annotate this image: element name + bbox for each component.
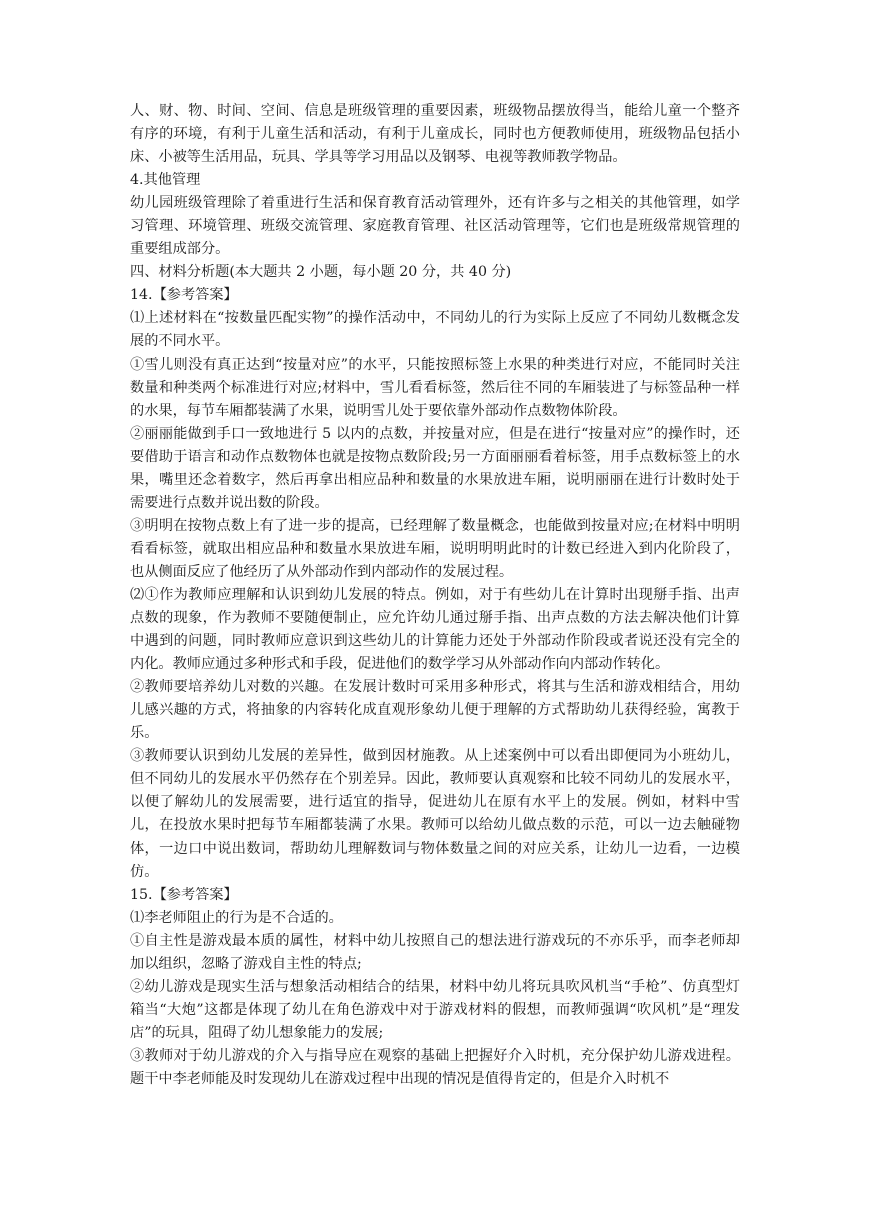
paragraph-15-point2: ②幼儿游戏是现实生活与想象活动相结合的结果，材料中幼儿将玩具吹风机当“手枪”、仿真型灯箱当“大炮”这都是体现了幼儿在角色游戏中对于游戏材料的假想，而教师强调“吹风机”是“理发店”的玩具，阻碍了幼儿想象能力的发展; [130,978,740,1041]
answer-heading-15: 15.【参考答案】 [130,886,238,903]
paragraph-other-management: 幼儿园班级管理除了着重进行生活和保育教育活动管理外，还有许多与之相关的其他管理，如学习管理、环境管理、班级交流管理、家庭教育管理、社区活动管理等，它们也是班级常规管理的重要组成部分。 [130,195,740,258]
paragraph-14-part2-point2: ②教师要培养幼儿对数的兴趣。在发展计数时可采用多种形式，将其与生活和游戏相结合，用幼儿感兴趣的方式，将抽象的内容转化成直观形象幼儿便于理解的方式帮助幼儿获得经验，寓教于乐。 [130,679,740,742]
paragraph-14-xueer: ①雪儿则没有真正达到“按量对应”的水平，只能按照标签上水果的种类进行对应，不能同时关注数量和种类两个标准进行对应;材料中，雪儿看看标签，然后往不同的车厢装进了与标签品种一样的水果，每节车厢都装满了水果，说明雪儿处于要依靠外部动作点数物体阶段。 [130,356,740,419]
paragraph-14-part2-point1: ⑵①作为教师应理解和认识到幼儿发展的特点。例如，对于有些幼儿在计算时出现掰手指、出声点数的现象，作为教师不要随便制止，应允许幼儿通过掰手指、出声点数的方法去解决他们计算中遇到的问题，同时教师应意识到这些幼儿的计算能力还处于外部动作阶段或者说还没有完全的内化。教师应通过多种形式和手段，促进他们的数学学习从外部动作向内部动作转化。 [130,586,740,673]
section-heading-material-analysis: 四、材料分析题(本大题共 2 小题，每小题 20 分，共 40 分) [130,264,512,281]
paragraph-15-point1: ①自主性是游戏最本质的属性，材料中幼儿按照自己的想法进行游戏玩的不亦乐乎，而李老师却加以组织，忽略了游戏自主性的特点; [130,932,740,972]
answer-heading-14: 14.【参考答案】 [130,287,238,304]
paragraph-14-part1-intro: ⑴上述材料在“按数量匹配实物”的操作活动中，不同幼儿的行为实际上反应了不同幼儿数概念发展的不同水平。 [130,310,740,350]
paragraph-14-lili: ②丽丽能做到手口一致地进行 5 以内的点数，并按量对应，但是在进行“按量对应”的操作时，还要借助于语言和动作点数物体也就是按物点数阶段;另一方面丽丽看着标签，用手点数标签上的水果，嘴里还念着数字，然后再拿出相应品种和数量的水果放进车厢，说明丽丽在进行计数时处于需要进行点数并说出数的阶段。 [130,425,740,511]
paragraph-intro-resources: 人、财、物、时间、空间、信息是班级管理的重要因素，班级物品摆放得当，能给儿童一个整齐有序的环境，有利于儿童生活和活动，有利于儿童成长，同时也方便教师使用，班级物品包括小床、小被等生活用品，玩具、学具等学习用品以及钢琴、电视等教师教学物品。 [130,103,740,166]
paragraph-15-part1-intro: ⑴李老师阻止的行为是不合适的。 [130,909,343,926]
paragraph-14-part2-point3: ③教师要认识到幼儿发展的差异性，做到因材施教。从上述案例中可以看出即便同为小班幼儿，但不同幼儿的发展水平仍然存在个别差异。因此，教师要认真观察和比较不同幼儿的发展水平，以便了解幼儿的发展需要，进行适宜的指导，促进幼儿在原有水平上的发展。例如，材料中雪儿，在投放水果时把每节车厢都装满了水果。教师可以给幼儿做点数的示范，可以一边去触碰物体，一边口中说出数词，帮助幼儿理解数词与物体数量之间的对应关系，让幼儿一边看，一边模仿。 [130,748,740,880]
heading-other-management: 4.其他管理 [130,172,201,189]
paragraph-15-point3: ③教师对于幼儿游戏的介入与指导应在观察的基础上把握好介入时机，充分保护幼儿游戏进程。题干中李老师能及时发现幼儿在游戏过程中出现的情况是值得肯定的，但是介入时机不 [130,1047,740,1087]
paragraph-14-mingming: ③明明在按物点数上有了进一步的提高，已经理解了数量概念，也能做到按量对应;在材料中明明看看标签，就取出相应品种和数量水果放进车厢，说明明明此时的计数已经进入到内化阶段了，也从侧面反应了他经历了从外部动作到内部动作的发展过程。 [130,517,740,580]
document-body [130,100,740,1091]
